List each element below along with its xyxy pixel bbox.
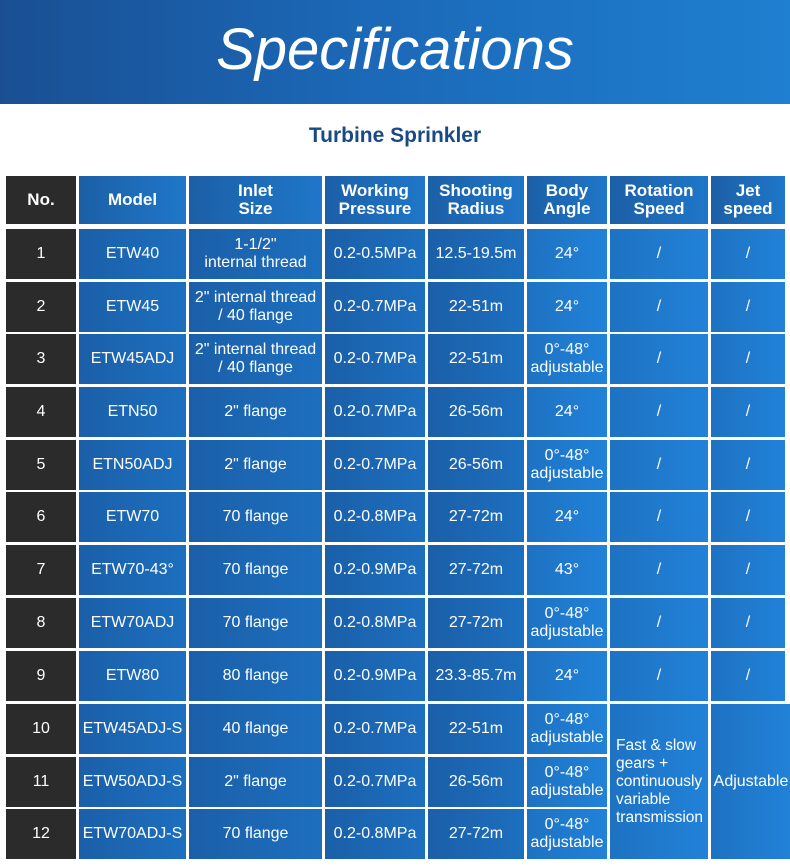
cell-no: 5	[6, 440, 76, 490]
cell-jet-speed: /	[711, 282, 785, 332]
cell-shooting-radius: 27-72m	[428, 598, 524, 648]
cell-body-angle: 24°	[527, 651, 607, 701]
cell-model: ETW45	[79, 282, 186, 332]
cell-shooting-radius: 12.5-19.5m	[428, 229, 524, 279]
cell-rotation-speed: /	[610, 282, 708, 332]
cell-working-pressure: 0.2-0.7MPa	[325, 440, 425, 490]
cell-body-angle: 0°-48° adjustable	[527, 809, 607, 859]
cell-no: 10	[6, 704, 76, 754]
cell-no: 9	[6, 651, 76, 701]
header-shooting-radius: Shooting Radius	[428, 176, 524, 224]
cell-model: ETW40	[79, 229, 186, 279]
cell-jet-speed: /	[711, 229, 785, 279]
cell-body-angle: 24°	[527, 492, 607, 542]
cell-working-pressure: 0.2-0.9MPa	[325, 651, 425, 701]
cell-rotation-speed: /	[610, 651, 708, 701]
cell-inlet-size: 2" flange	[189, 387, 322, 437]
cell-body-angle: 0°-48° adjustable	[527, 440, 607, 490]
cell-jet-speed: /	[711, 492, 785, 542]
cell-body-angle: 24°	[527, 229, 607, 279]
banner-title: Specifications	[216, 16, 574, 82]
cell-no: 12	[6, 809, 76, 859]
cell-model: ETW70	[79, 492, 186, 542]
cell-inlet-size: 40 flange	[189, 704, 322, 754]
cell-shooting-radius: 22-51m	[428, 282, 524, 332]
cell-working-pressure: 0.2-0.7MPa	[325, 387, 425, 437]
cell-no: 6	[6, 492, 76, 542]
cell-no: 2	[6, 282, 76, 332]
cell-working-pressure: 0.2-0.7MPa	[325, 704, 425, 754]
cell-rotation-speed: /	[610, 598, 708, 648]
cell-working-pressure: 0.2-0.8MPa	[325, 598, 425, 648]
cell-model: ETW45ADJ-S	[79, 704, 186, 754]
cell-rotation-speed: /	[610, 334, 708, 384]
cell-inlet-size: 80 flange	[189, 651, 322, 701]
cell-inlet-size: 70 flange	[189, 598, 322, 648]
cell-working-pressure: 0.2-0.5MPa	[325, 229, 425, 279]
cell-model: ETW45ADJ	[79, 334, 186, 384]
cell-shooting-radius: 26-56m	[428, 440, 524, 490]
cell-working-pressure: 0.2-0.8MPa	[325, 809, 425, 859]
cell-jet-speed-merged: Adjustable	[711, 704, 790, 859]
cell-shooting-radius: 26-56m	[428, 387, 524, 437]
cell-no: 4	[6, 387, 76, 437]
cell-body-angle: 24°	[527, 282, 607, 332]
cell-jet-speed: /	[711, 545, 785, 595]
header-rotation-speed: Rotation Speed	[610, 176, 708, 224]
cell-no: 11	[6, 757, 76, 807]
cell-no: 7	[6, 545, 76, 595]
cell-no: 1	[6, 229, 76, 279]
cell-jet-speed: /	[711, 387, 785, 437]
cell-working-pressure: 0.2-0.7MPa	[325, 757, 425, 807]
header-no: No.	[6, 176, 76, 224]
cell-body-angle: 0°-48° adjustable	[527, 334, 607, 384]
cell-jet-speed: /	[711, 334, 785, 384]
cell-working-pressure: 0.2-0.7MPa	[325, 282, 425, 332]
cell-inlet-size: 2" flange	[189, 440, 322, 490]
table-subtitle: Turbine Sprinkler	[308, 124, 482, 147]
cell-jet-speed: /	[711, 440, 785, 490]
cell-inlet-size: 70 flange	[189, 545, 322, 595]
header-body-angle: Body Angle	[527, 176, 607, 224]
cell-model: ETW70-43°	[79, 545, 186, 595]
cell-shooting-radius: 22-51m	[428, 334, 524, 384]
cell-model: ETW80	[79, 651, 186, 701]
cell-inlet-size: 2" internal thread / 40 flange	[189, 282, 322, 332]
cell-model: ETN50ADJ	[79, 440, 186, 490]
cell-inlet-size: 70 flange	[189, 809, 322, 859]
cell-jet-speed: /	[711, 651, 785, 701]
cell-shooting-radius: 26-56m	[428, 757, 524, 807]
header-model: Model	[79, 176, 186, 224]
cell-rotation-speed: /	[610, 387, 708, 437]
cell-no: 8	[6, 598, 76, 648]
cell-working-pressure: 0.2-0.8MPa	[325, 492, 425, 542]
cell-rotation-speed: /	[610, 440, 708, 490]
cell-working-pressure: 0.2-0.9MPa	[325, 545, 425, 595]
cell-rotation-speed-merged: Fast & slow gears + continuously variable transmission	[610, 704, 708, 859]
cell-rotation-speed: /	[610, 492, 708, 542]
cell-body-angle: 24°	[527, 387, 607, 437]
cell-model: ETN50	[79, 387, 186, 437]
cell-shooting-radius: 22-51m	[428, 704, 524, 754]
cell-body-angle: 0°-48° adjustable	[527, 598, 607, 648]
cell-rotation-speed: /	[610, 229, 708, 279]
cell-body-angle: 0°-48° adjustable	[527, 704, 607, 754]
header-inlet-size: Inlet Size	[189, 176, 322, 224]
cell-body-angle: 43°	[527, 545, 607, 595]
cell-working-pressure: 0.2-0.7MPa	[325, 334, 425, 384]
cell-inlet-size: 2" internal thread / 40 flange	[189, 334, 322, 384]
cell-shooting-radius: 27-72m	[428, 492, 524, 542]
header-working-pressure: Working Pressure	[325, 176, 425, 224]
specifications-banner	[0, 0, 790, 104]
cell-model: ETW50ADJ-S	[79, 757, 186, 807]
cell-inlet-size: 1-1/2" internal thread	[189, 229, 322, 279]
cell-body-angle: 0°-48° adjustable	[527, 757, 607, 807]
cell-shooting-radius: 27-72m	[428, 545, 524, 595]
cell-model: ETW70ADJ-S	[79, 809, 186, 859]
cell-rotation-speed: /	[610, 545, 708, 595]
cell-inlet-size: 70 flange	[189, 492, 322, 542]
cell-inlet-size: 2" flange	[189, 757, 322, 807]
cell-model: ETW70ADJ	[79, 598, 186, 648]
cell-shooting-radius: 27-72m	[428, 809, 524, 859]
cell-shooting-radius: 23.3-85.7m	[428, 651, 524, 701]
header-jet-speed: Jet speed	[711, 176, 785, 224]
cell-no: 3	[6, 334, 76, 384]
cell-jet-speed: /	[711, 598, 785, 648]
